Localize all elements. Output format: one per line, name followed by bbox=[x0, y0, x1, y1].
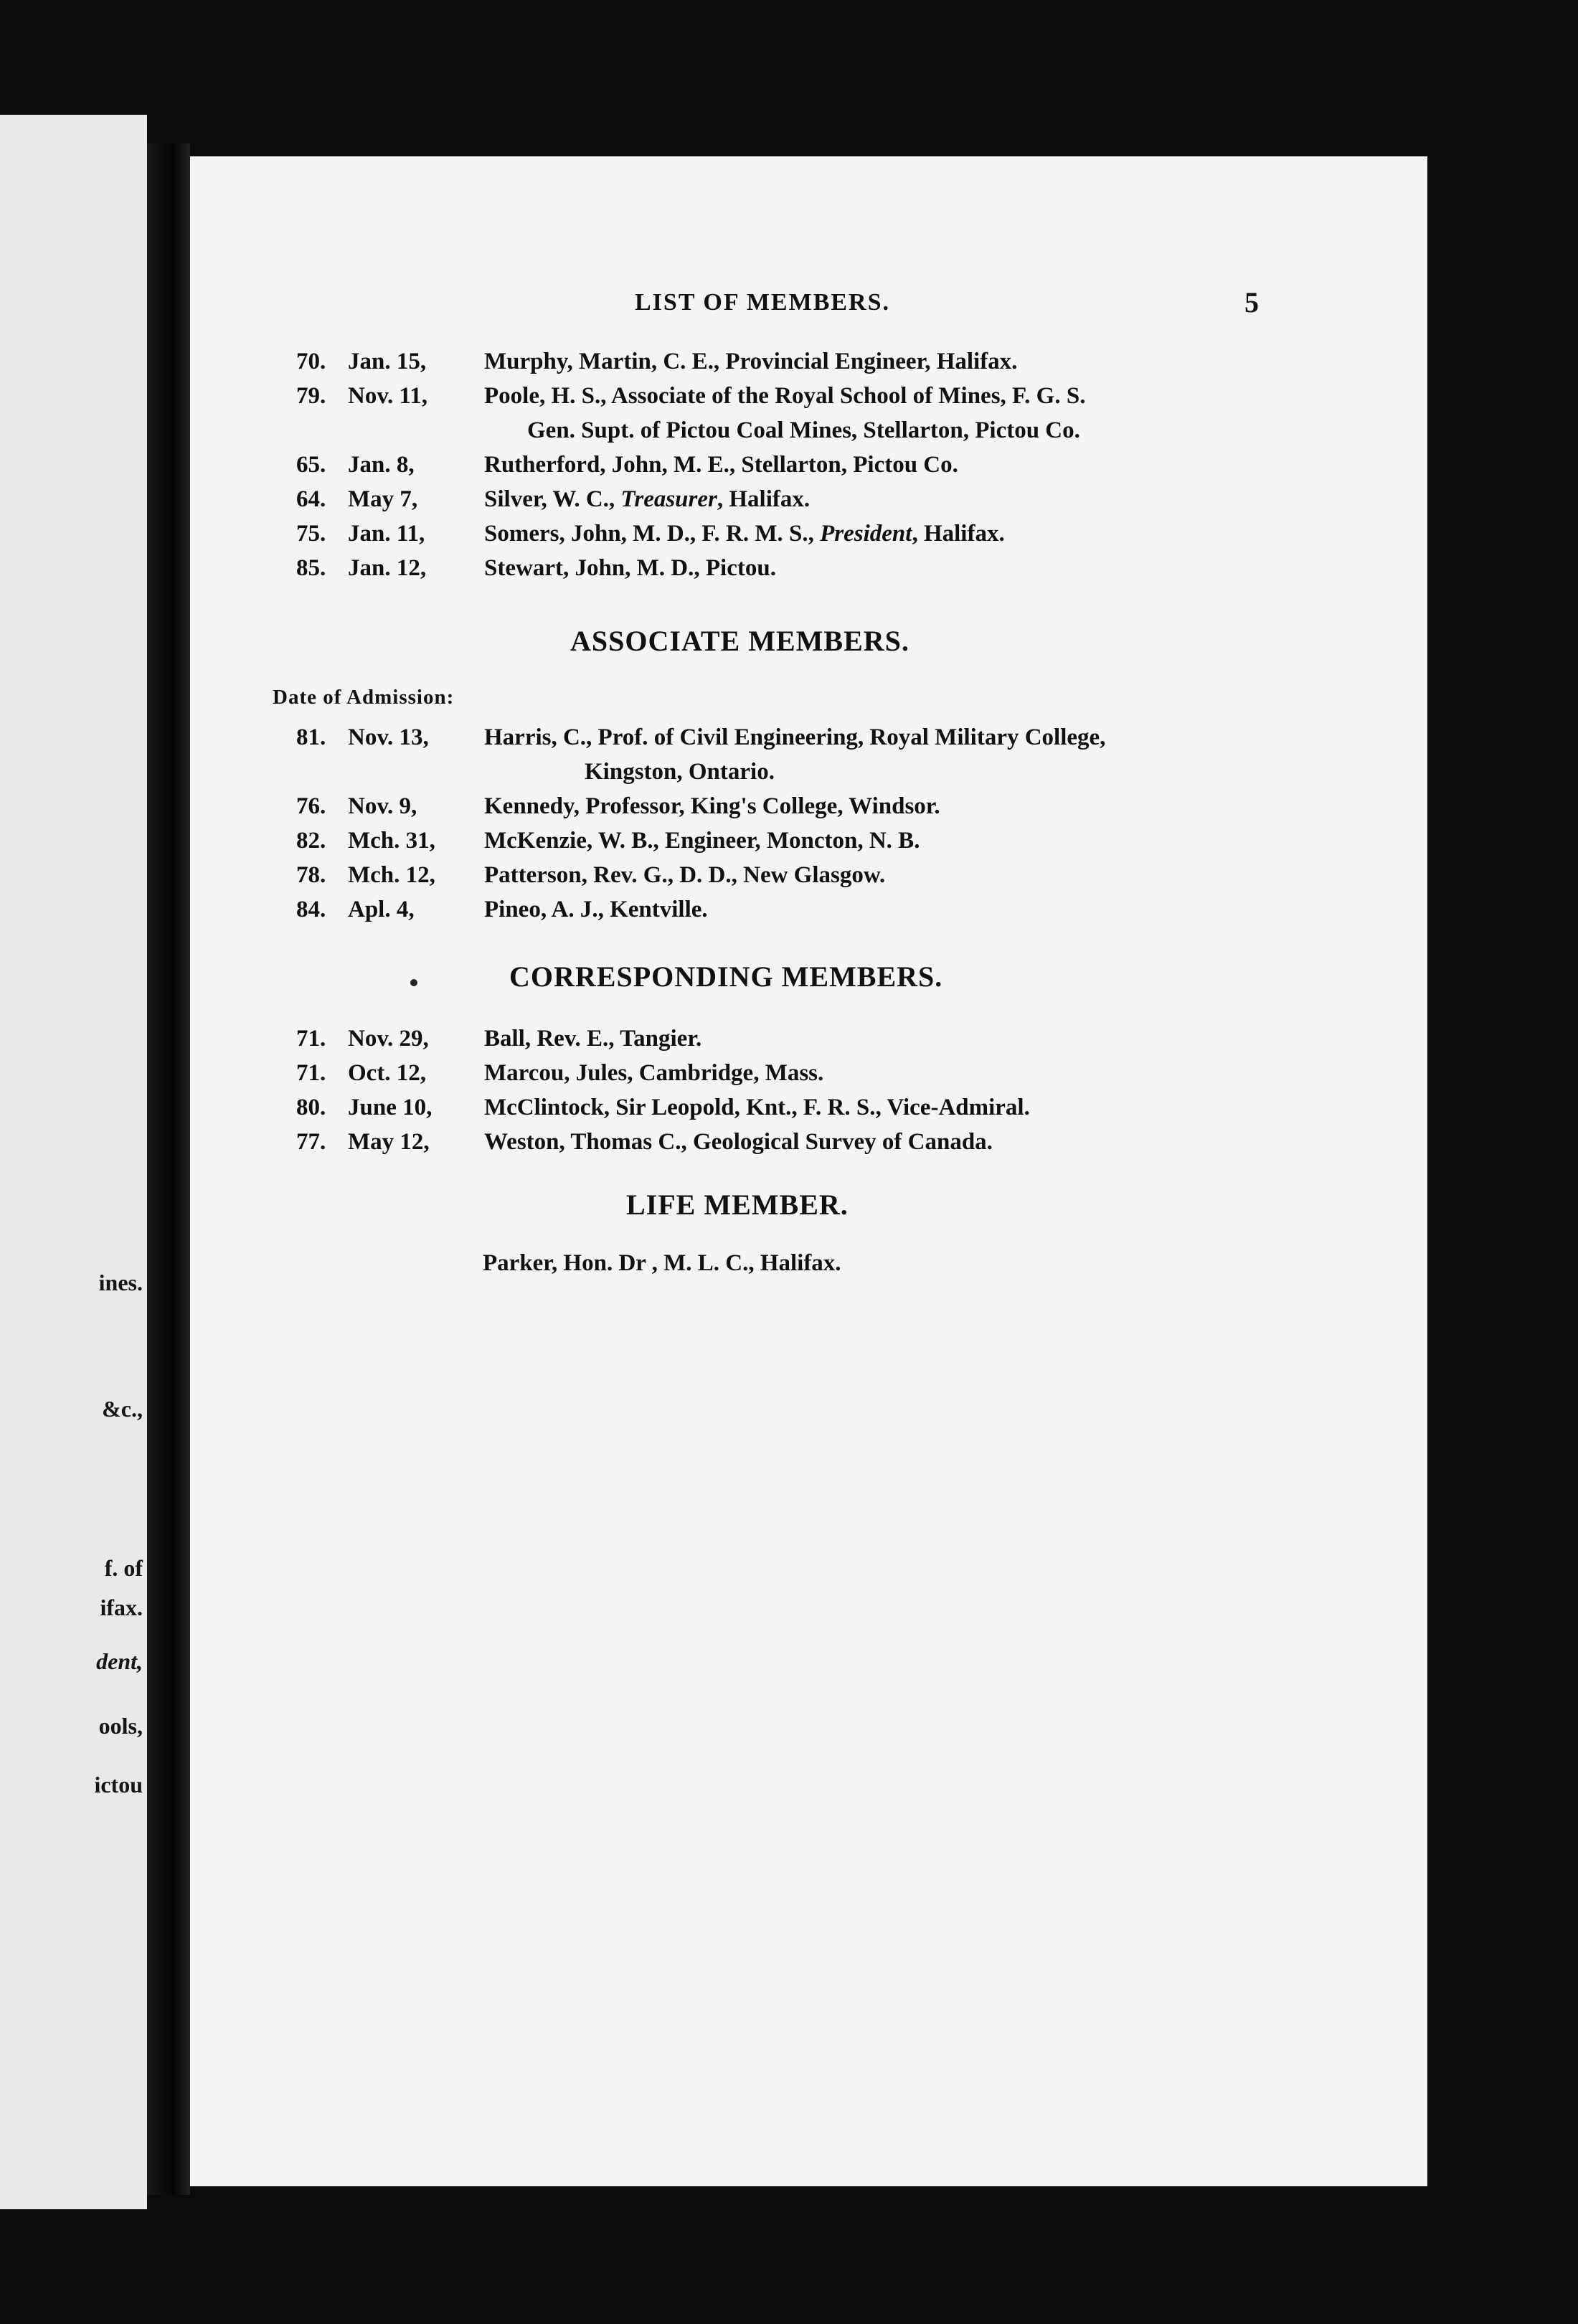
left-page-fragment: ifax. bbox=[100, 1595, 143, 1620]
member-text: Rutherford, John, M. E., Stellarton, Pictou Co. bbox=[484, 452, 958, 478]
left-page-fragment: &c., bbox=[102, 1396, 143, 1422]
list-item bbox=[190, 448, 1427, 482]
member-text: Patterson, Rev. G., D. D., New Glasgow. bbox=[484, 862, 886, 888]
member-office: Treasurer bbox=[620, 486, 717, 512]
member-text-continued: Kingston, Ontario. bbox=[585, 759, 775, 785]
admission-date: Mch. 12, bbox=[348, 862, 435, 888]
member-text: Stewart, John, M. D., Pictou. bbox=[484, 555, 776, 581]
running-title: LIST OF MEMBERS. bbox=[635, 289, 891, 316]
corresponding-members-heading: CORRESPONDING MEMBERS. bbox=[509, 960, 943, 993]
member-number: 81. bbox=[296, 724, 326, 750]
left-page-fragment: f. of bbox=[104, 1555, 143, 1581]
member-number: 78. bbox=[296, 862, 326, 888]
associate-members-heading: ASSOCIATE MEMBERS. bbox=[570, 625, 910, 657]
page-number: 5 bbox=[1244, 286, 1259, 318]
list-item bbox=[190, 823, 1427, 858]
admission-date: Oct. 12, bbox=[348, 1060, 427, 1086]
member-number: 85. bbox=[296, 555, 326, 581]
list-item bbox=[190, 892, 1427, 927]
member-text-part: Somers, John, M. D., F. R. M. S., bbox=[484, 521, 821, 547]
left-page-fragment: ictou bbox=[94, 1772, 143, 1798]
life-member-entry: Parker, Hon. Dr , M. L. C., Halifax. bbox=[483, 1250, 841, 1276]
admission-date: Nov. 13, bbox=[348, 724, 429, 750]
admission-date: Nov. 11, bbox=[348, 383, 427, 409]
member-text: Harris, C., Prof. of Civil Engineering, Royal Military College, bbox=[484, 724, 1106, 750]
admission-date: Jan. 8, bbox=[348, 452, 415, 478]
member-number: 80. bbox=[296, 1095, 326, 1120]
member-text: McKenzie, W. B., Engineer, Moncton, N. B. bbox=[484, 828, 920, 854]
admission-date: Jan. 15, bbox=[348, 349, 427, 374]
life-member-heading: LIFE MEMBER. bbox=[626, 1189, 849, 1221]
admission-date: May 7, bbox=[348, 486, 418, 512]
list-item bbox=[190, 858, 1427, 892]
member-number: 84. bbox=[296, 897, 326, 922]
member-number: 76. bbox=[296, 793, 326, 819]
stray-mark bbox=[410, 979, 417, 986]
list-item bbox=[190, 344, 1427, 379]
member-text: Ball, Rev. E., Tangier. bbox=[484, 1026, 702, 1052]
left-page-fragment: dent, bbox=[96, 1648, 143, 1674]
admission-date: Nov. 29, bbox=[348, 1026, 429, 1052]
list-item bbox=[190, 720, 1427, 755]
left-page-fragment: ines. bbox=[98, 1270, 143, 1295]
member-number: 71. bbox=[296, 1060, 326, 1086]
member-text: McClintock, Sir Leopold, Knt., F. R. S., Vice-Admiral. bbox=[484, 1095, 1030, 1120]
ordinary-members-list bbox=[190, 344, 1427, 585]
list-item-continuation bbox=[190, 755, 1427, 789]
admission-date: Jan. 11, bbox=[348, 521, 425, 547]
member-text: Kennedy, Professor, King's College, Windsor. bbox=[484, 793, 940, 819]
member-number: 65. bbox=[296, 452, 326, 478]
member-number: 75. bbox=[296, 521, 326, 547]
admission-date: May 12, bbox=[348, 1129, 430, 1155]
list-item bbox=[190, 551, 1427, 585]
list-item bbox=[190, 516, 1427, 551]
book-gutter bbox=[147, 143, 190, 2195]
member-text-continued: Gen. Supt. of Pictou Coal Mines, Stellarton, Pictou Co. bbox=[527, 417, 1080, 443]
member-office: President bbox=[820, 521, 912, 547]
member-text: Marcou, Jules, Cambridge, Mass. bbox=[484, 1060, 824, 1086]
admission-date: June 10, bbox=[348, 1095, 433, 1120]
corresponding-members-list bbox=[190, 1021, 1427, 1159]
list-item-continuation bbox=[190, 413, 1427, 448]
list-item bbox=[190, 1125, 1427, 1159]
member-number: 82. bbox=[296, 828, 326, 854]
date-of-admission-label: Date of Admission: bbox=[273, 686, 455, 709]
member-number: 64. bbox=[296, 486, 326, 512]
left-facing-page bbox=[0, 115, 147, 2209]
document-page bbox=[190, 156, 1427, 2186]
member-text-part: Silver, W. C., bbox=[484, 486, 621, 512]
list-item bbox=[190, 1021, 1427, 1056]
admission-date: Jan. 12, bbox=[348, 555, 427, 581]
member-text: Murphy, Martin, C. E., Provincial Engineer, Halifax. bbox=[484, 349, 1018, 374]
admission-date: Mch. 31, bbox=[348, 828, 435, 854]
member-text bbox=[484, 516, 1005, 551]
list-item bbox=[190, 789, 1427, 823]
member-number: 71. bbox=[296, 1026, 326, 1052]
list-item bbox=[190, 379, 1427, 413]
list-item bbox=[190, 1090, 1427, 1125]
member-number: 79. bbox=[296, 383, 326, 409]
associate-members-list bbox=[190, 720, 1427, 927]
member-text bbox=[484, 482, 810, 516]
left-page-fragment: ools, bbox=[98, 1713, 143, 1739]
member-text-part: , Halifax. bbox=[717, 486, 811, 512]
admission-date: Apl. 4, bbox=[348, 897, 415, 922]
member-text: Poole, H. S., Associate of the Royal School of Mines, F. G. S. bbox=[484, 383, 1086, 409]
member-number: 77. bbox=[296, 1129, 326, 1155]
member-text-part: , Halifax. bbox=[912, 521, 1005, 547]
member-text: Pineo, A. J., Kentville. bbox=[484, 897, 708, 922]
admission-date: Nov. 9, bbox=[348, 793, 417, 819]
list-item bbox=[190, 482, 1427, 516]
member-number: 70. bbox=[296, 349, 326, 374]
member-text: Weston, Thomas C., Geological Survey of Canada. bbox=[484, 1129, 993, 1155]
list-item bbox=[190, 1056, 1427, 1090]
